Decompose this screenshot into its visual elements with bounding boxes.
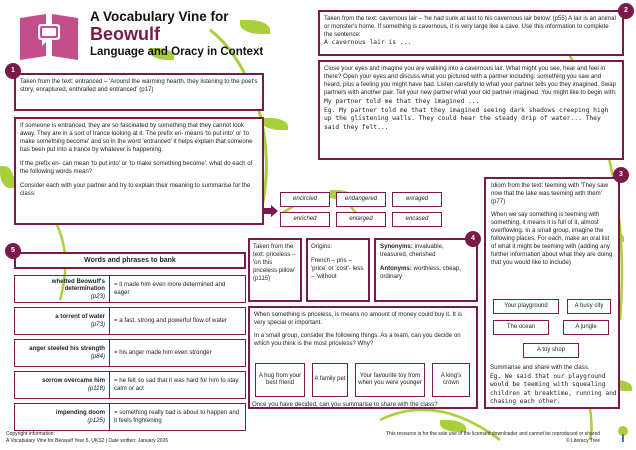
section5-heading-box bbox=[14, 252, 246, 269]
section5-heading: Words and phrases to bank bbox=[84, 257, 176, 264]
book-speech-logo-icon bbox=[16, 10, 82, 62]
bank-term-text: anger steeled his strength bbox=[29, 345, 105, 353]
bank-term-text: impending doom bbox=[55, 409, 105, 417]
place-chip: Your playground bbox=[493, 299, 559, 314]
bank-term bbox=[14, 275, 110, 303]
bank-row bbox=[14, 339, 246, 367]
section2-number: 2 bbox=[618, 3, 634, 19]
section4-origins-box bbox=[306, 238, 370, 302]
section2-activity: Close your eyes and imagine you are walking into a cavernous lair. What might you see, hear and feel in there? Open your eyes and discuss what you pictured with a partner including: something you saw and heard, plus a feeling you might have had. Listen carefully to what your partner tells you they imagined. Swap partners with another pair. Tell your new partner what your old partner imagined. You might like to begin with: bbox=[324, 65, 617, 97]
word-chip: encircled bbox=[280, 192, 330, 207]
section1-explanation: If someone is entranced, they are so fascinated by something that they cannot look away. They are in a sort of trance looking at it. The prefix en- means 'to put into' or 'to make something become' and so in the word 'entranced' it helps explain that someone has been put into a trance by whatever is happening. bbox=[20, 122, 253, 154]
section1-explanation-box bbox=[14, 117, 264, 225]
section4-synonyms-row bbox=[380, 243, 472, 259]
section4-antonyms-row bbox=[380, 265, 472, 281]
section4-origins-label: Origins: bbox=[311, 243, 332, 250]
bank-page: (p84) bbox=[90, 353, 105, 360]
bank-term bbox=[14, 339, 110, 367]
word-chip: endangered bbox=[336, 192, 386, 207]
bank-definition: = it made him even more determined and eager bbox=[110, 275, 246, 303]
bank-row bbox=[14, 403, 246, 431]
place-chip: The ocean bbox=[493, 320, 549, 335]
section4-synonyms-box bbox=[374, 238, 478, 302]
bank-page: (p118) bbox=[87, 385, 105, 392]
literacy-tree-icon bbox=[616, 425, 630, 443]
thing-chip: Your favourite toy from when you were younger bbox=[355, 363, 425, 397]
bank-row bbox=[14, 275, 246, 303]
bank-term bbox=[14, 403, 110, 431]
bank-term bbox=[14, 307, 110, 335]
section2-quote: Taken from the text: cavernous lair – 'he had sunk at last to his cavernous lair below' (p55) A lair is an animal or monster's home. If something is cavernous, it is very large like a cave. Use this information to complete the sentence: bbox=[324, 15, 616, 39]
page-title: A Vocabulary Vine for bbox=[90, 9, 229, 24]
bank-term-text: whetted Beowulf's determination bbox=[51, 277, 105, 293]
section4-quote-box bbox=[248, 238, 302, 302]
section2-example: Eg. My partner told me that they imagined seeing dark shadows creeping high up the glistening walls. They could hear the steady drip of water... They said they felt... bbox=[324, 106, 609, 131]
bank-page: (p23) bbox=[90, 292, 105, 300]
bank-definition: = a fast, strong and powerful flow of water bbox=[110, 307, 246, 335]
bank-term bbox=[14, 371, 110, 399]
section4-origins: French – pris – 'price' or 'cost'- less – 'without bbox=[311, 257, 364, 281]
section1-quote: Taken from the text: entranced – 'Around the warming hearth, they listening to the poet's story, enraptured, enthralled and entranced' (p17) bbox=[20, 78, 258, 94]
section4-quote: Taken from the text: priceless – 'on this priceless pillow' (p115) bbox=[253, 243, 296, 283]
thing-chip: A family pet bbox=[312, 363, 348, 397]
footer-info: A Vocabulary Vine for Beowulf Year 5, UKS2 | Date written: January 2026 bbox=[6, 438, 169, 444]
word-chip: enriched bbox=[280, 212, 330, 227]
section1-instruction: Consider each with your partner and try to explain their meaning to summarise for the class: bbox=[20, 182, 251, 198]
book-title: Beowulf bbox=[90, 24, 160, 44]
section4-synonyms-label: Synonyms: bbox=[380, 243, 413, 250]
section2-quote-box bbox=[318, 10, 624, 56]
section1-quote-box bbox=[14, 73, 264, 111]
section2-sentence: A cavernous lair is ... bbox=[324, 39, 412, 47]
word-chip: encased bbox=[392, 212, 442, 227]
thing-chip: A king's crown bbox=[432, 363, 470, 397]
section3-explanation: When we say something is teeming with something, it means it is full of it, almost overflowing. In a small group, imagine the following places. For each, make an oral list of what it might be teeming with (adding any further information about what they are doing that you would like to include) bbox=[491, 211, 613, 267]
section2-stem: My partner told me that they imagined ... bbox=[324, 98, 480, 106]
section4-number: 4 bbox=[465, 231, 481, 247]
bank-definition: = he felt so sad that it was hard for him to stay calm or act bbox=[110, 371, 246, 399]
section3-quote: Idiom from the text: teeming with 'They saw now that the lake was teeming with them' (p77) bbox=[491, 182, 608, 206]
section4-synonyms: invaluable, treasured, cherished bbox=[380, 243, 444, 259]
bank-row bbox=[14, 307, 246, 335]
word-chip: enraged bbox=[392, 192, 442, 207]
section3-summary: Summarise and share with the class. bbox=[490, 364, 590, 371]
bank-term-text: a torrent of water bbox=[55, 313, 105, 321]
section4-question: In a small group, consider the following things. As a team, can you decide on which you think is the most priceless? Why? bbox=[254, 332, 461, 348]
bank-row bbox=[14, 371, 246, 399]
section3-example: Eg. We said that our playground would be teeming with squealing children at breaktime, running and chasing each other. bbox=[490, 373, 617, 406]
bank-definition: = his anger made him even stronger bbox=[110, 339, 246, 367]
bank-term-text: sorrow overcame him bbox=[42, 377, 105, 385]
place-chip: A busy city bbox=[567, 299, 611, 314]
footer-brand: © Literacy Tree bbox=[566, 438, 600, 444]
arrow-right-icon bbox=[264, 205, 278, 217]
section5-number: 5 bbox=[5, 243, 21, 259]
bank-page: (p73) bbox=[90, 321, 105, 328]
footer-copyright: Copyright information: bbox=[6, 431, 55, 437]
section4-closing: Once you have decided, can you summarise to share with the class? bbox=[252, 401, 438, 408]
bank-page: (p125) bbox=[87, 417, 105, 424]
place-chip: A jungle bbox=[563, 320, 609, 335]
section2-activity-box bbox=[318, 60, 624, 160]
section4-explanation: When something is priceless, is means no amount of money could buy it. It is very special or important. bbox=[254, 311, 462, 327]
section1-number: 1 bbox=[5, 63, 21, 79]
bank-definition: = something really bad is about to happen and it feels frightening bbox=[110, 403, 246, 431]
section4-antonyms-label: Antonyms: bbox=[380, 265, 412, 273]
word-chip: enlarged bbox=[336, 212, 386, 227]
section1-question: If the prefix en- can mean 'to put into' or 'to make something become', what do each of the following words mean? bbox=[20, 160, 253, 176]
section4-antonyms: worthless, cheap, ordinary bbox=[380, 265, 461, 281]
footer-notice: This resource is for the sole use of the licensed downloader and cannot be reproduced or shared bbox=[386, 431, 601, 437]
section3-number: 3 bbox=[613, 167, 629, 183]
page-subtitle: Language and Oracy in Context bbox=[90, 46, 264, 58]
place-chip: A toy shop bbox=[523, 343, 579, 358]
thing-chip: A hug from your best friend bbox=[255, 363, 305, 397]
